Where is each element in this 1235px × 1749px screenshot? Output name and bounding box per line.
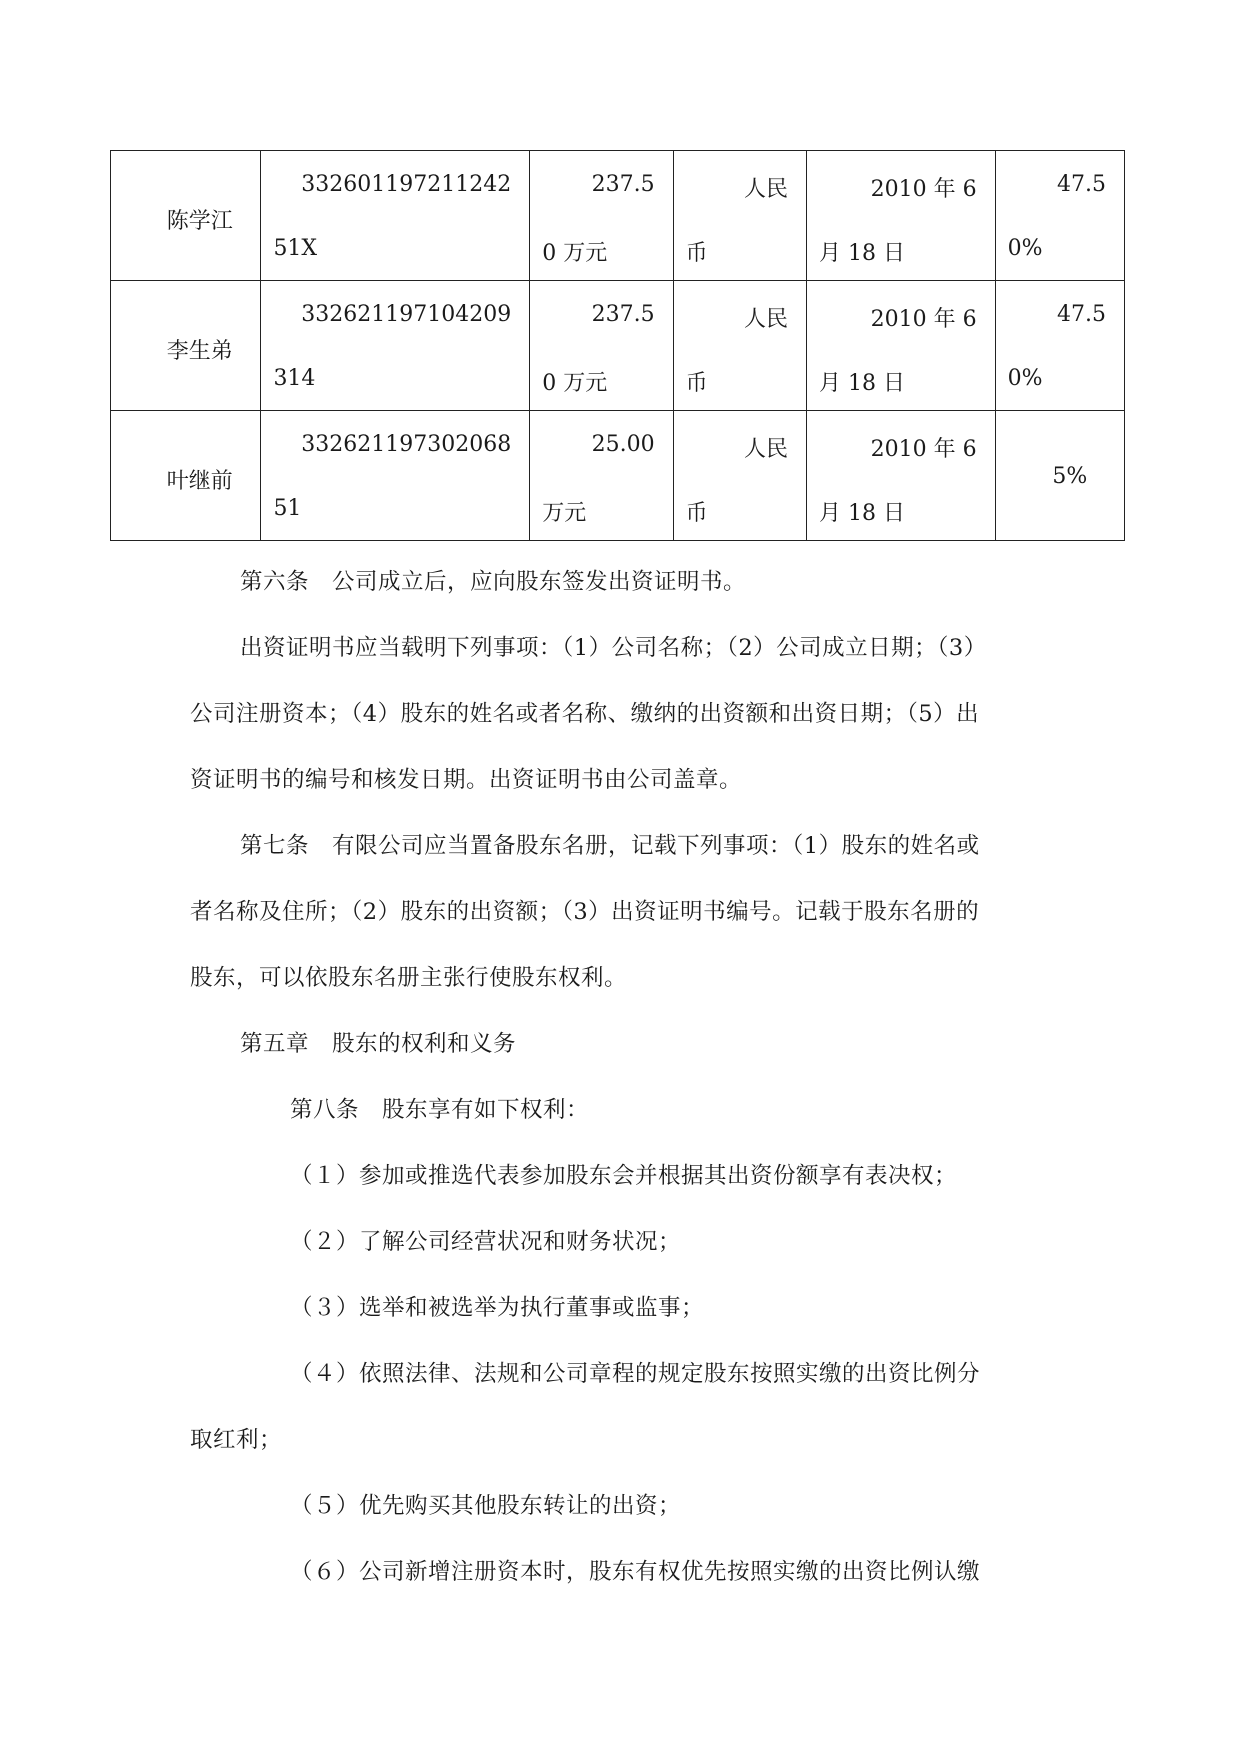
date-line2: 月 18 日 xyxy=(819,501,906,526)
paragraph-line: 资证明书的编号和核发日期。出资证明书由公司盖章。 xyxy=(190,767,743,793)
chapter-heading: 第五章 股东的权利和义务 xyxy=(240,1031,517,1057)
amount-line1: 25.00 xyxy=(591,432,655,457)
date-line1: 2010 年 6 xyxy=(870,437,977,462)
id-number-line1: 332621197104209 xyxy=(301,302,512,327)
list-item: （６）公司新增注册资本时，股东有权优先按照实缴的出资比例认缴 xyxy=(290,1559,981,1585)
shareholder-table xyxy=(110,150,1125,541)
id-number-line2: 51X xyxy=(273,236,318,261)
date-line2: 月 18 日 xyxy=(819,371,906,396)
paragraph-article-7: 第七条 有限公司应当置备股东名册，记载下列事项：（1）股东的姓名或 xyxy=(240,833,980,859)
amount-line2: 0 万元 xyxy=(542,241,608,266)
shareholder-name: 陈学江 xyxy=(166,209,233,234)
amount-line1: 237.5 xyxy=(591,302,655,327)
paragraph-line: 公司注册资本；（4）股东的姓名或者名称、缴纳的出资额和出资日期；（5）出 xyxy=(190,701,980,727)
list-item-continuation: 取红利； xyxy=(190,1427,283,1453)
table-row xyxy=(111,411,1125,541)
paragraph-article-6: 第六条 公司成立后，应向股东签发出资证明书。 xyxy=(240,569,747,595)
date-line1: 2010 年 6 xyxy=(870,307,977,332)
paragraph-line: 股东，可以依股东名册主张行使股东权利。 xyxy=(190,965,628,991)
amount-line2: 万元 xyxy=(542,501,587,526)
table-row xyxy=(111,281,1125,411)
percentage: 5% xyxy=(1052,464,1088,489)
list-item: （２）了解公司经营状况和财务状况； xyxy=(290,1229,682,1255)
date-line1: 2010 年 6 xyxy=(870,177,977,202)
list-item: （１）参加或推选代表参加股东会并根据其出资份额享有表决权； xyxy=(290,1163,958,1189)
percentage-line2: 0% xyxy=(1007,236,1043,261)
currency-line2: 币 xyxy=(685,501,708,526)
percentage-line1: 47.5 xyxy=(1057,302,1106,327)
currency-line2: 币 xyxy=(685,241,708,266)
currency-line1: 人民 xyxy=(744,437,789,462)
list-item: （４）依照法律、法规和公司章程的规定股东按照实缴的出资比例分 xyxy=(290,1361,981,1387)
id-number-line1: 332621197302068 xyxy=(301,432,512,457)
amount-line2: 0 万元 xyxy=(542,371,608,396)
shareholder-name: 李生弟 xyxy=(166,339,233,364)
paragraph-line: 者名称及住所；（2）股东的出资额；（3）出资证明书编号。记载于股东名册的 xyxy=(190,899,980,925)
date-line2: 月 18 日 xyxy=(819,241,906,266)
list-item: （３）选举和被选举为执行董事或监事； xyxy=(290,1295,705,1321)
percentage-line1: 47.5 xyxy=(1057,172,1106,197)
paragraph-line: 出资证明书应当载明下列事项：（1）公司名称；（2）公司成立日期；（3） xyxy=(240,635,987,661)
currency-line2: 币 xyxy=(685,371,708,396)
paragraph-article-8: 第八条 股东享有如下权利： xyxy=(290,1097,590,1123)
currency-line1: 人民 xyxy=(744,307,789,332)
id-number-line1: 332601197211242 xyxy=(301,172,512,197)
list-item: （５）优先购买其他股东转让的出资； xyxy=(290,1493,682,1519)
shareholder-name: 叶继前 xyxy=(166,469,233,494)
table-row xyxy=(111,151,1125,281)
id-number-line2: 314 xyxy=(273,366,316,391)
amount-line1: 237.5 xyxy=(591,172,655,197)
percentage-line2: 0% xyxy=(1007,366,1043,391)
currency-line1: 人民 xyxy=(744,177,789,202)
id-number-line2: 51 xyxy=(273,496,302,521)
